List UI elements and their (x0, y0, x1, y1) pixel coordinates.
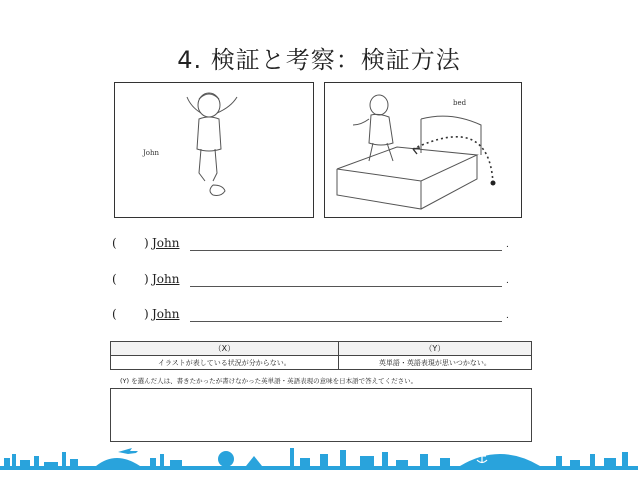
period: . (506, 240, 509, 250)
header-x: （X） (111, 342, 339, 356)
illustration-jumping (114, 82, 314, 218)
header-y: （Y） (338, 342, 531, 356)
open-paren: ( (112, 307, 117, 321)
worksheet (106, 78, 532, 442)
city-skyline-footer (0, 440, 638, 479)
close-paren: ) (144, 307, 149, 321)
answer-line (110, 236, 510, 254)
choice-table (110, 341, 532, 370)
subject-name: John (152, 307, 180, 321)
open-paren: ( (112, 272, 117, 286)
period: . (506, 276, 509, 286)
choice-x: イラストが表している状況が分からない。 (111, 356, 339, 370)
answer-blank (190, 286, 502, 287)
airplane-icon (118, 448, 138, 454)
label-bed: bed (453, 99, 467, 107)
period: . (506, 311, 509, 321)
kobe-emblem-icon (536, 454, 546, 463)
answer-line (110, 272, 510, 290)
choice-y: 英単語・英語表現が思いつかない。 (338, 356, 531, 370)
subject-name: John (152, 272, 180, 286)
answer-line (110, 307, 510, 325)
open-paren: ( (112, 236, 117, 250)
label-john: John (143, 149, 160, 157)
bed-drawing (325, 83, 521, 217)
close-paren: ) (144, 272, 149, 286)
instruction-text: (Y) を選んだ人は、書きたかったが書けなかった英単語・英語表現の意味を日本語で答えてください。 (120, 377, 418, 385)
subject-name: John (152, 236, 180, 250)
answer-blank (190, 321, 502, 322)
answer-blank (190, 250, 502, 251)
slide-title: 4. 検証と考察：検証方法 (177, 46, 461, 74)
illustration-bed (324, 82, 522, 218)
free-answer-box (110, 388, 532, 442)
close-paren: ) (144, 236, 149, 250)
